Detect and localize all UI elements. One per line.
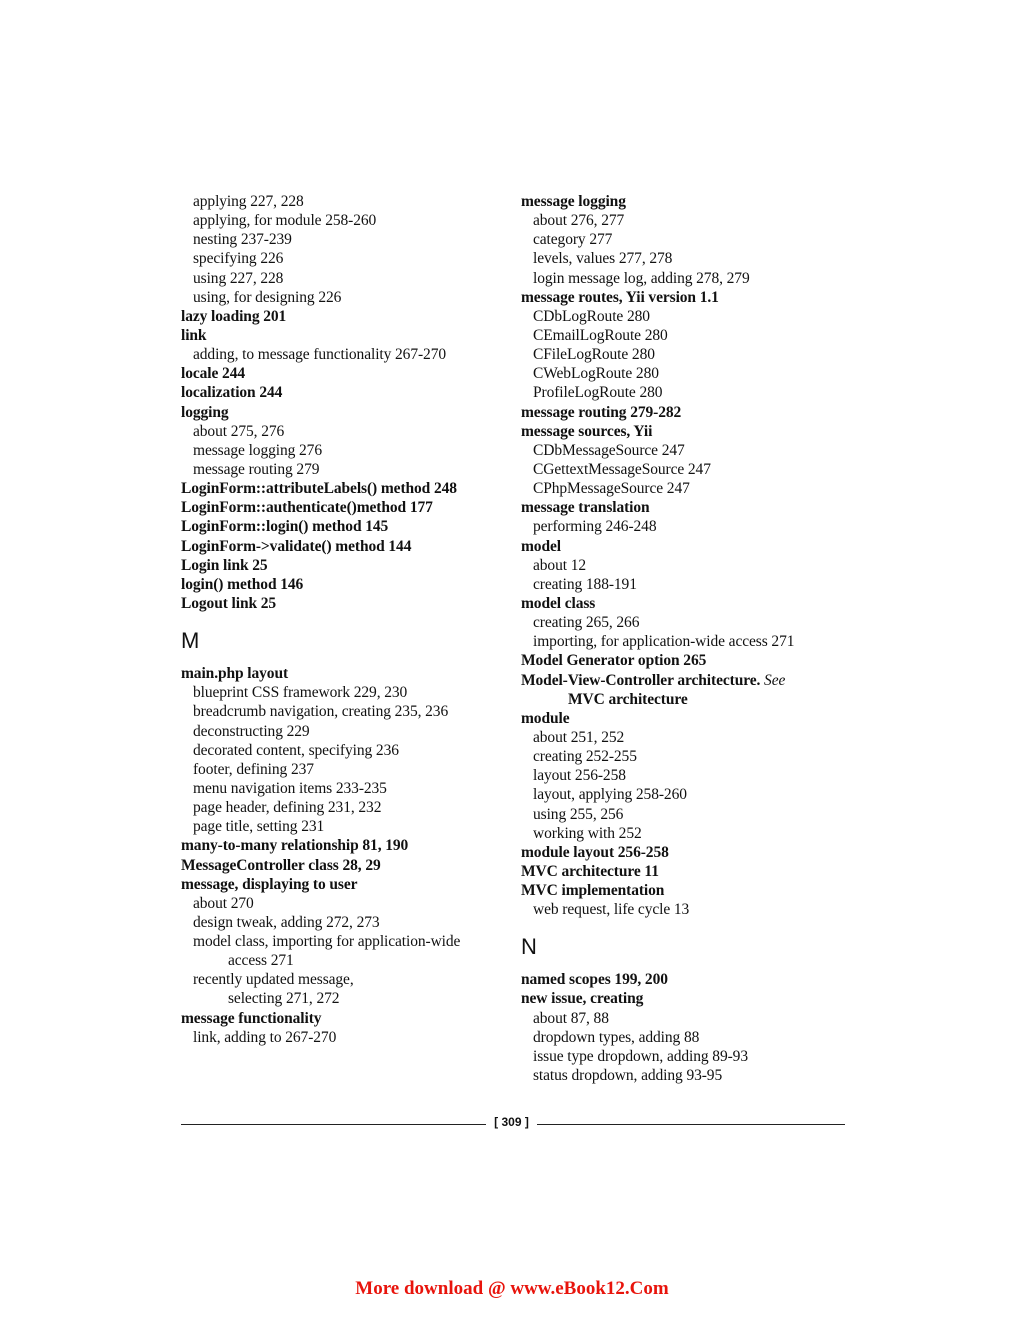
index-subentry — [181, 1028, 511, 1047]
section-letter — [521, 919, 851, 960]
index-entry-text: message routing 279-282 — [521, 403, 682, 421]
index-entry — [181, 383, 511, 402]
index-subentry-text: layout 256-258 — [533, 767, 626, 785]
index-subentry-text: footer, defining 237 — [193, 760, 314, 778]
index-entry-continuation-text: MVC architecture — [568, 690, 688, 708]
index-subentry-text: web request, life cycle 13 — [533, 901, 690, 919]
index-subentry-text: creating 252-255 — [533, 748, 637, 766]
index-entry-text: new issue, creating — [521, 990, 644, 1008]
index-subentry — [181, 192, 511, 211]
index-entry — [521, 403, 851, 422]
index-subentry — [521, 345, 851, 364]
index-entry-text: locale 244 — [181, 365, 245, 383]
index-entry — [181, 307, 511, 326]
section-letter-text: N — [521, 934, 537, 960]
index-subentry-text: adding, to message functionality 267-270 — [193, 346, 446, 364]
index-subentry-text: issue type dropdown, adding 89-93 — [533, 1047, 748, 1065]
index-entry — [521, 862, 851, 881]
index-subentry — [521, 364, 851, 383]
index-subentry — [181, 269, 511, 288]
index-subentry-text: about 251, 252 — [533, 728, 625, 746]
index-entry — [521, 709, 851, 728]
index-subentry-text: ProfileLogRoute 280 — [533, 384, 663, 402]
index-entry — [521, 970, 851, 989]
index-entry-continuation — [521, 690, 851, 709]
download-note: More download @ www.eBook12.Com — [355, 1278, 669, 1299]
index-subentry — [181, 249, 511, 268]
index-entry — [181, 517, 511, 536]
index-entry-text: LoginForm::login() method 145 — [181, 518, 389, 536]
index-subentry-text: about 270 — [193, 894, 254, 912]
index-subentry — [521, 1028, 851, 1047]
index-entry — [181, 498, 511, 517]
index-column-right — [521, 192, 851, 1085]
index-subentry — [521, 785, 851, 804]
index-subentry — [181, 702, 511, 721]
index-entry-text: message translation — [521, 499, 650, 517]
index-subentry-text: CWebLogRoute 280 — [533, 365, 659, 383]
index-entry — [521, 671, 851, 690]
index-subentry — [521, 517, 851, 536]
index-subentry-text: design tweak, adding 272, 273 — [193, 913, 380, 931]
index-subentry — [181, 970, 511, 989]
index-entry-text: main.php layout — [181, 665, 289, 683]
index-entry — [521, 651, 851, 670]
index-entry — [181, 594, 511, 613]
index-subentry-text: CGettextMessageSource 247 — [533, 460, 711, 478]
index-subentry — [521, 441, 851, 460]
index-subentry — [181, 779, 511, 798]
index-subentry-text: nesting 237-239 — [193, 231, 292, 249]
index-subentry — [181, 817, 511, 836]
index-subentry — [521, 211, 851, 230]
index-subentry-text: deconstructing 229 — [193, 722, 310, 740]
index-subentry-text: creating 188-191 — [533, 575, 637, 593]
index-subentry-text: CDbMessageSource 247 — [533, 441, 685, 459]
index-entry-text: many-to-many relationship 81, 190 — [181, 837, 409, 855]
index-entry-text: logging — [181, 403, 229, 421]
index-entry-text: named scopes 199, 200 — [521, 971, 668, 989]
index-entry — [521, 192, 851, 211]
index-subentry-text: about 87, 88 — [533, 1009, 609, 1027]
index-subentry — [181, 722, 511, 741]
index-entry-text: link — [181, 326, 207, 344]
index-entry — [521, 422, 851, 441]
index-subentry-text: CPhpMessageSource 247 — [533, 480, 690, 498]
index-subentry-continuation-text: access 271 — [228, 952, 294, 970]
index-entry-text: message, displaying to user — [181, 875, 358, 893]
index-entry-text: message functionality — [181, 1009, 322, 1027]
index-subentry — [181, 894, 511, 913]
index-subentry-text: importing, for application-wide access 271 — [533, 633, 795, 651]
index-subentry-text: applying, for module 258-260 — [193, 212, 377, 230]
index-subentry — [521, 824, 851, 843]
index-entry-text: model — [521, 537, 561, 555]
index-subentry — [181, 741, 511, 760]
index-entry — [521, 498, 851, 517]
index-subentry — [521, 575, 851, 594]
index-subentry — [181, 683, 511, 702]
index-subentry — [521, 728, 851, 747]
index-subentry-text: decorated content, specifying 236 — [193, 741, 399, 759]
index-subentry-text: breadcrumb navigation, creating 235, 236 — [193, 703, 449, 721]
index-subentry — [181, 798, 511, 817]
index-entry-text: Logout link 25 — [181, 594, 277, 612]
index-subentry-text: link, adding to 267-270 — [193, 1028, 337, 1046]
index-entry-text: message sources, Yii — [521, 422, 653, 440]
index-subentry-text: specifying 226 — [193, 250, 284, 268]
section-letter-text: M — [181, 628, 200, 654]
index-subentry — [521, 1047, 851, 1066]
index-entry-text: lazy loading 201 — [181, 307, 287, 325]
index-entry — [181, 403, 511, 422]
index-entry — [521, 537, 851, 556]
index-subentry-text: CFileLogRoute 280 — [533, 346, 655, 364]
index-subentry-text: blueprint CSS framework 229, 230 — [193, 684, 408, 702]
index-subentry-text: CDbLogRoute 280 — [533, 307, 650, 325]
index-subentry-text: performing 246-248 — [533, 518, 657, 536]
index-entry-text: model class — [521, 594, 596, 612]
index-entry — [521, 989, 851, 1008]
index-subentry-text: using 255, 256 — [533, 805, 624, 823]
index-subentry-text: using 227, 228 — [193, 269, 284, 287]
index-subentry-text: applying 227, 228 — [193, 193, 304, 210]
index-subentry-text: CEmailLogRoute 280 — [533, 326, 668, 344]
index-subentry-text: message logging 276 — [193, 441, 322, 459]
index-subentry — [521, 632, 851, 651]
see-reference: See — [764, 671, 786, 689]
index-column-left — [181, 192, 511, 1047]
index-subentry — [521, 766, 851, 785]
index-entry — [181, 326, 511, 345]
index-subentry — [521, 1066, 851, 1085]
index-subentry — [181, 211, 511, 230]
index-subentry — [521, 460, 851, 479]
index-entry — [521, 594, 851, 613]
index-subentry — [181, 441, 511, 460]
index-entry-text: MessageController class 28, 29 — [181, 856, 381, 874]
index-subentry-text: layout, applying 258-260 — [533, 786, 687, 804]
index-subentry — [181, 288, 511, 307]
index-subentry-text: dropdown types, adding 88 — [533, 1028, 700, 1046]
page-number: [ 309 ] — [494, 1115, 529, 1129]
index-subentry-text: about 275, 276 — [193, 422, 285, 440]
index-entry-text: LoginForm->validate() method 144 — [181, 537, 412, 555]
index-entry-text: message logging — [521, 193, 626, 210]
footer-rule-right — [537, 1124, 845, 1125]
section-letter — [181, 613, 511, 654]
index-subentry — [521, 1009, 851, 1028]
index-entry — [181, 836, 511, 855]
index-subentry-text: menu navigation items 233-235 — [193, 779, 387, 797]
index-subentry-continuation — [181, 989, 511, 1008]
index-entry — [181, 537, 511, 556]
index-entry — [181, 575, 511, 594]
index-subentry-text: status dropdown, adding 93-95 — [533, 1067, 723, 1085]
index-subentry-text: page header, defining 231, 232 — [193, 799, 382, 817]
index-entry — [181, 856, 511, 875]
index-subentry — [181, 230, 511, 249]
index-subentry-text: category 277 — [533, 231, 613, 249]
index-entry-text: MVC architecture 11 — [521, 862, 659, 880]
index-subentry — [521, 326, 851, 345]
index-subentry — [521, 479, 851, 498]
index-subentry — [521, 383, 851, 402]
index-subentry-text: recently updated message, — [193, 971, 354, 989]
index-subentry — [521, 230, 851, 249]
index-subentry — [181, 760, 511, 779]
index-subentry — [181, 422, 511, 441]
index-subentry-text: model class, importing for application-wide — [193, 933, 461, 951]
footer-rule-left — [181, 1124, 486, 1125]
index-entry — [181, 875, 511, 894]
index-subentry-text: message routing 279 — [193, 460, 320, 478]
index-entry — [521, 288, 851, 307]
index-subentry-text: creating 265, 266 — [533, 614, 640, 632]
index-subentry-text: page title, setting 231 — [193, 818, 325, 836]
index-entry-text: LoginForm::attributeLabels() method 248 — [181, 480, 457, 498]
index-entry-text: module layout 256-258 — [521, 843, 669, 861]
index-entry-text: message routes, Yii version 1.1 — [521, 288, 719, 306]
index-entry-text: Model-View-Controller architecture. — [521, 671, 761, 689]
index-subentry-continuation — [181, 951, 511, 970]
index-entry-text: MVC implementation — [521, 882, 665, 900]
index-subentry — [521, 556, 851, 575]
index-subentry — [521, 900, 851, 919]
index-subentry-text: about 276, 277 — [533, 212, 625, 230]
index-subentry — [181, 460, 511, 479]
index-subentry — [181, 932, 511, 951]
index-subentry — [521, 805, 851, 824]
index-entry — [181, 556, 511, 575]
index-entry — [181, 664, 511, 683]
index-entry-text: LoginForm::authenticate()method 177 — [181, 499, 433, 517]
index-entry-text: localization 244 — [181, 384, 283, 402]
index-entry — [521, 843, 851, 862]
index-subentry — [521, 269, 851, 288]
index-subentry-text: levels, values 277, 278 — [533, 250, 673, 268]
index-subentry-text: login message log, adding 278, 279 — [533, 269, 750, 287]
index-subentry-text: about 12 — [533, 556, 587, 574]
index-subentry-text: using, for designing 226 — [193, 288, 342, 306]
index-entry-text: Model Generator option 265 — [521, 652, 707, 670]
index-subentry — [521, 747, 851, 766]
index-entry — [181, 479, 511, 498]
index-entry — [521, 881, 851, 900]
index-subentry-continuation-text: selecting 271, 272 — [228, 990, 340, 1008]
index-subentry — [181, 913, 511, 932]
index-subentry — [521, 613, 851, 632]
index-entry — [181, 1009, 511, 1028]
index-subentry — [521, 307, 851, 326]
index-subentry-text: working with 252 — [533, 824, 642, 842]
index-entry-text: login() method 146 — [181, 575, 304, 593]
index-entry-text: Login link 25 — [181, 556, 268, 574]
index-entry — [181, 364, 511, 383]
index-subentry — [521, 249, 851, 268]
index-entry-text: module — [521, 709, 570, 727]
index-subentry — [181, 345, 511, 364]
